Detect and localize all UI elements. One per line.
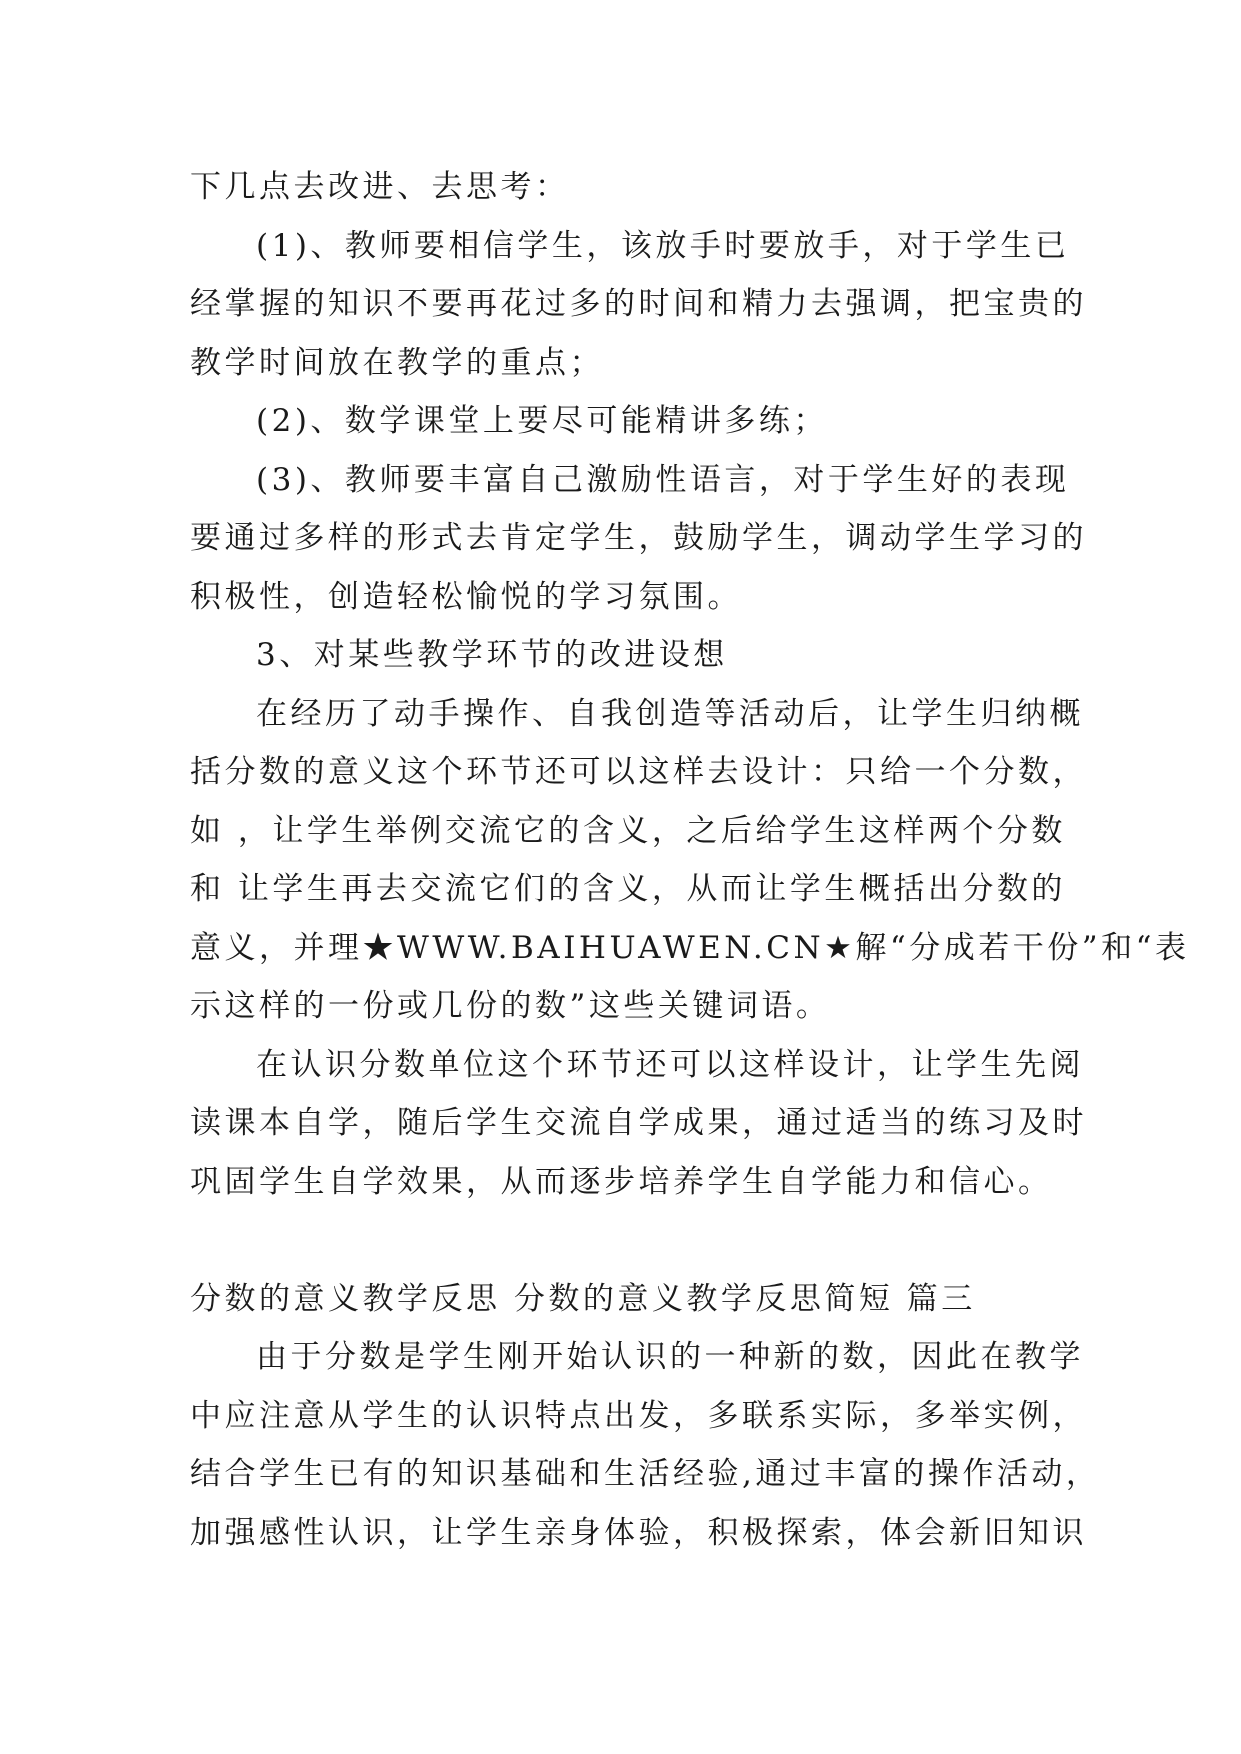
text-line: 和 让学生再去交流它们的含义，从而让学生概括出分数的 [190, 871, 1066, 907]
text-line: 在认识分数单位这个环节还可以这样设计，让学生先阅 [256, 1046, 1084, 1083]
text-line: 下几点去改进、去思考： [190, 169, 570, 205]
text-line: 在经历了动手操作、自我创造等活动后，让学生归纳概 [256, 695, 1084, 732]
text-line: 教学时间放在教学的重点； [190, 344, 604, 381]
text-line: (1)、教师要相信学生，该放手时要放手，对于学生已 [256, 227, 1070, 264]
section-title: 分数的意义教学反思 分数的意义教学反思简短 篇三 [190, 1280, 976, 1317]
text-line: 意义，并理★WWW.BAIHUAWEN.CN★解“分成若干份”和“表 [190, 929, 1190, 966]
text-line: 示这样的一份或几份的数”这些关键词语。 [190, 988, 831, 1024]
text-line: (3)、教师要丰富自己激励性语言，对于学生好的表现 [256, 461, 1070, 498]
document-body [190, 158, 1190, 1562]
text-line: 结合学生已有的知识基础和生活经验,通过丰富的操作活动， [190, 1456, 1101, 1492]
text-line: 3、对某些教学环节的改进设想 [256, 637, 728, 673]
text-line: 中应注意从学生的认识特点出发，多联系实际，多举实例， [190, 1397, 1087, 1434]
text-line: 如 ，让学生举例交流它的含义，之后给学生这样两个分数 [190, 812, 1066, 849]
text-line: 读课本自学，随后学生交流自学成果，通过适当的练习及时 [190, 1105, 1087, 1141]
text-line: 要通过多样的形式去肯定学生，鼓励学生，调动学生学习的 [190, 520, 1087, 556]
text-line: 积极性，创造轻松愉悦的学习氛围。 [190, 578, 742, 615]
text-line: 巩固学生自学效果，从而逐步培养学生自学能力和信心。 [190, 1163, 1053, 1200]
text-line: 经掌握的知识不要再花过多的时间和精力去强调，把宝贵的 [190, 286, 1087, 322]
text-line: (2)、数学课堂上要尽可能精讲多练； [256, 403, 828, 439]
section-spacer [190, 1211, 1060, 1270]
text-line: 括分数的意义这个环节还可以这样去设计：只给一个分数， [190, 754, 1087, 790]
text-line: 由于分数是学生刚开始认识的一种新的数，因此在教学 [256, 1339, 1084, 1375]
text-line: 加强感性认识，让学生亲身体验，积极探索，体会新旧知识 [190, 1514, 1087, 1551]
